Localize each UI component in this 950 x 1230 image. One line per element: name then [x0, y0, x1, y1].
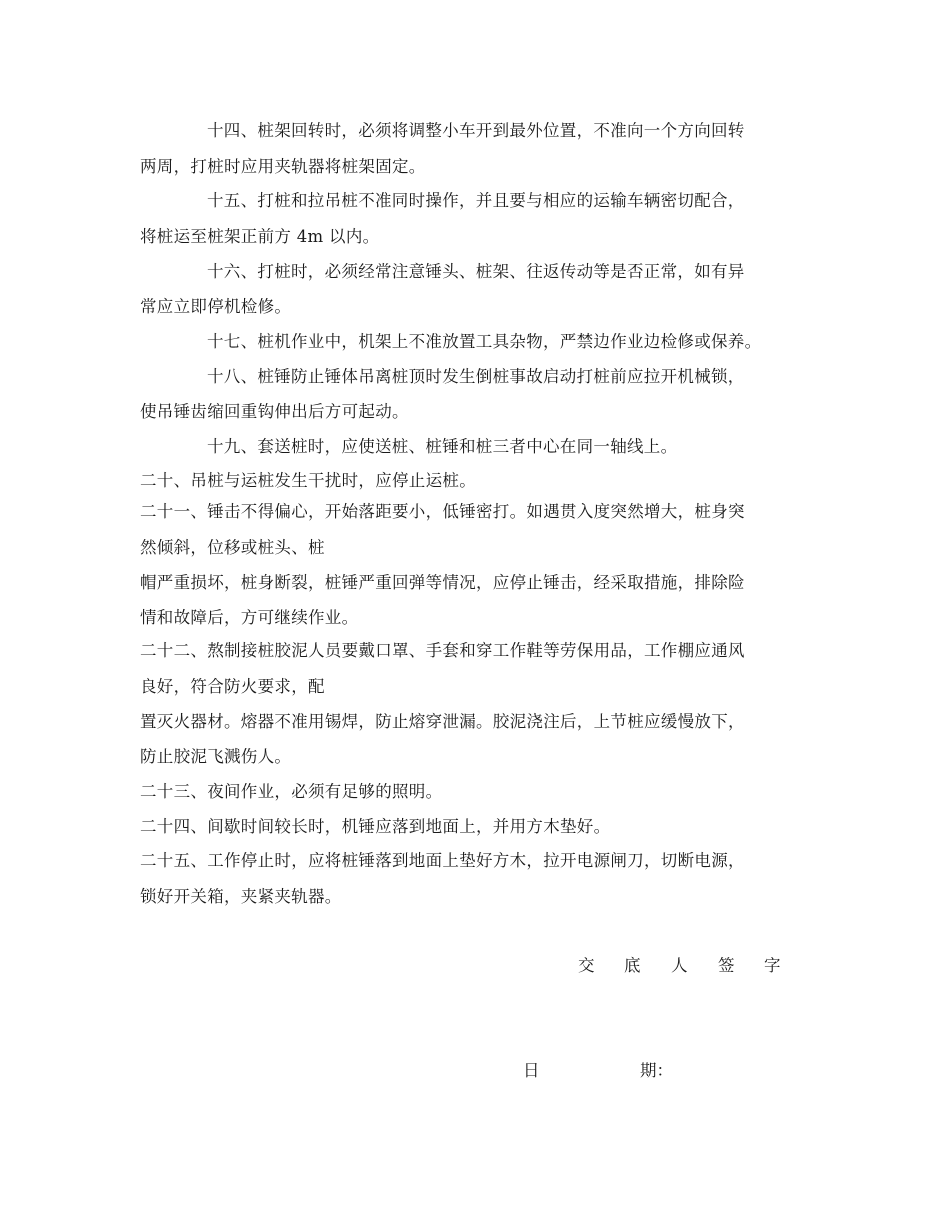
- text-line: 情和故障后，方可继续作业。: [140, 608, 359, 627]
- text-line: 锁好开关箱，夹紧夹轨器。: [140, 887, 342, 906]
- signature-char: 交: [578, 956, 595, 975]
- text-line: 然倾斜，位移或桩头、桩: [140, 538, 325, 557]
- signature-char: 字: [764, 956, 781, 975]
- text-line: 十六、打桩时，必须经常注意锤头、桩架、往返传动等是否正常，如有异: [207, 262, 745, 281]
- text-line: 防止胶泥飞溅伤人。: [140, 747, 292, 766]
- text-line: 两周，打桩时应用夹轨器将桩架固定。: [140, 157, 426, 176]
- signature-char: 签: [718, 956, 735, 975]
- text-line: 二十一、锤击不得偏心，开始落距要小，低锤密打。如遇贯入度突然增大，桩身突: [140, 502, 745, 521]
- text-line: 二十、吊桩与运桩发生干扰时，应停止运桩。: [140, 471, 476, 490]
- text-line: 常应立即停机检修。: [140, 297, 292, 316]
- date-char: 日: [523, 1061, 540, 1080]
- text-line: 十四、桩架回转时，必须将调整小车开到最外位置，不准向一个方向回转: [207, 121, 745, 140]
- text-line: 二十四、间歇时间较长时，机锤应落到地面上，并用方木垫好。: [140, 817, 611, 836]
- text-line: 十五、打桩和拉吊桩不准同时操作，并且要与相应的运输车辆密切配合，: [207, 191, 745, 210]
- text-line: 置灭火器材。熔器不准用锡焊，防止熔穿泄漏。胶泥浇注后，上节桩应缓慢放下，: [140, 712, 745, 731]
- text-line: 帽严重损坏，桩身断裂，桩锤严重回弹等情况，应停止锤击，经采取措施，排除险: [140, 573, 745, 592]
- text-line: 二十五、工作停止时，应将桩锤落到地面上垫好方木，拉开电源闸刀，切断电源，: [140, 851, 745, 870]
- text-line: 二十二、熬制接桩胶泥人员要戴口罩、手套和穿工作鞋等劳保用品，工作棚应通风: [140, 641, 745, 660]
- text-line: 将桩运至桩架正前方 4m 以内。: [140, 227, 380, 246]
- text-line: 十七、桩机作业中，机架上不准放置工具杂物，严禁边作业边检修或保养。: [207, 332, 762, 351]
- signature-char: 底: [624, 956, 641, 975]
- text-line: 十九、套送桩时，应使送桩、桩锤和桩三者中心在同一轴线上。: [207, 437, 678, 456]
- date-char: 期：: [640, 1061, 673, 1080]
- text-line: 二十三、夜间作业，必须有足够的照明。: [140, 782, 443, 801]
- text-line: 十八、桩锤防止锤体吊离桩顶时发生倒桩事故启动打桩前应拉开机械锁，: [207, 367, 745, 386]
- text-line: 使吊锤齿缩回重钩伸出后方可起动。: [140, 402, 409, 421]
- signature-char: 人: [671, 956, 688, 975]
- text-line: 良好，符合防火要求，配: [140, 677, 325, 696]
